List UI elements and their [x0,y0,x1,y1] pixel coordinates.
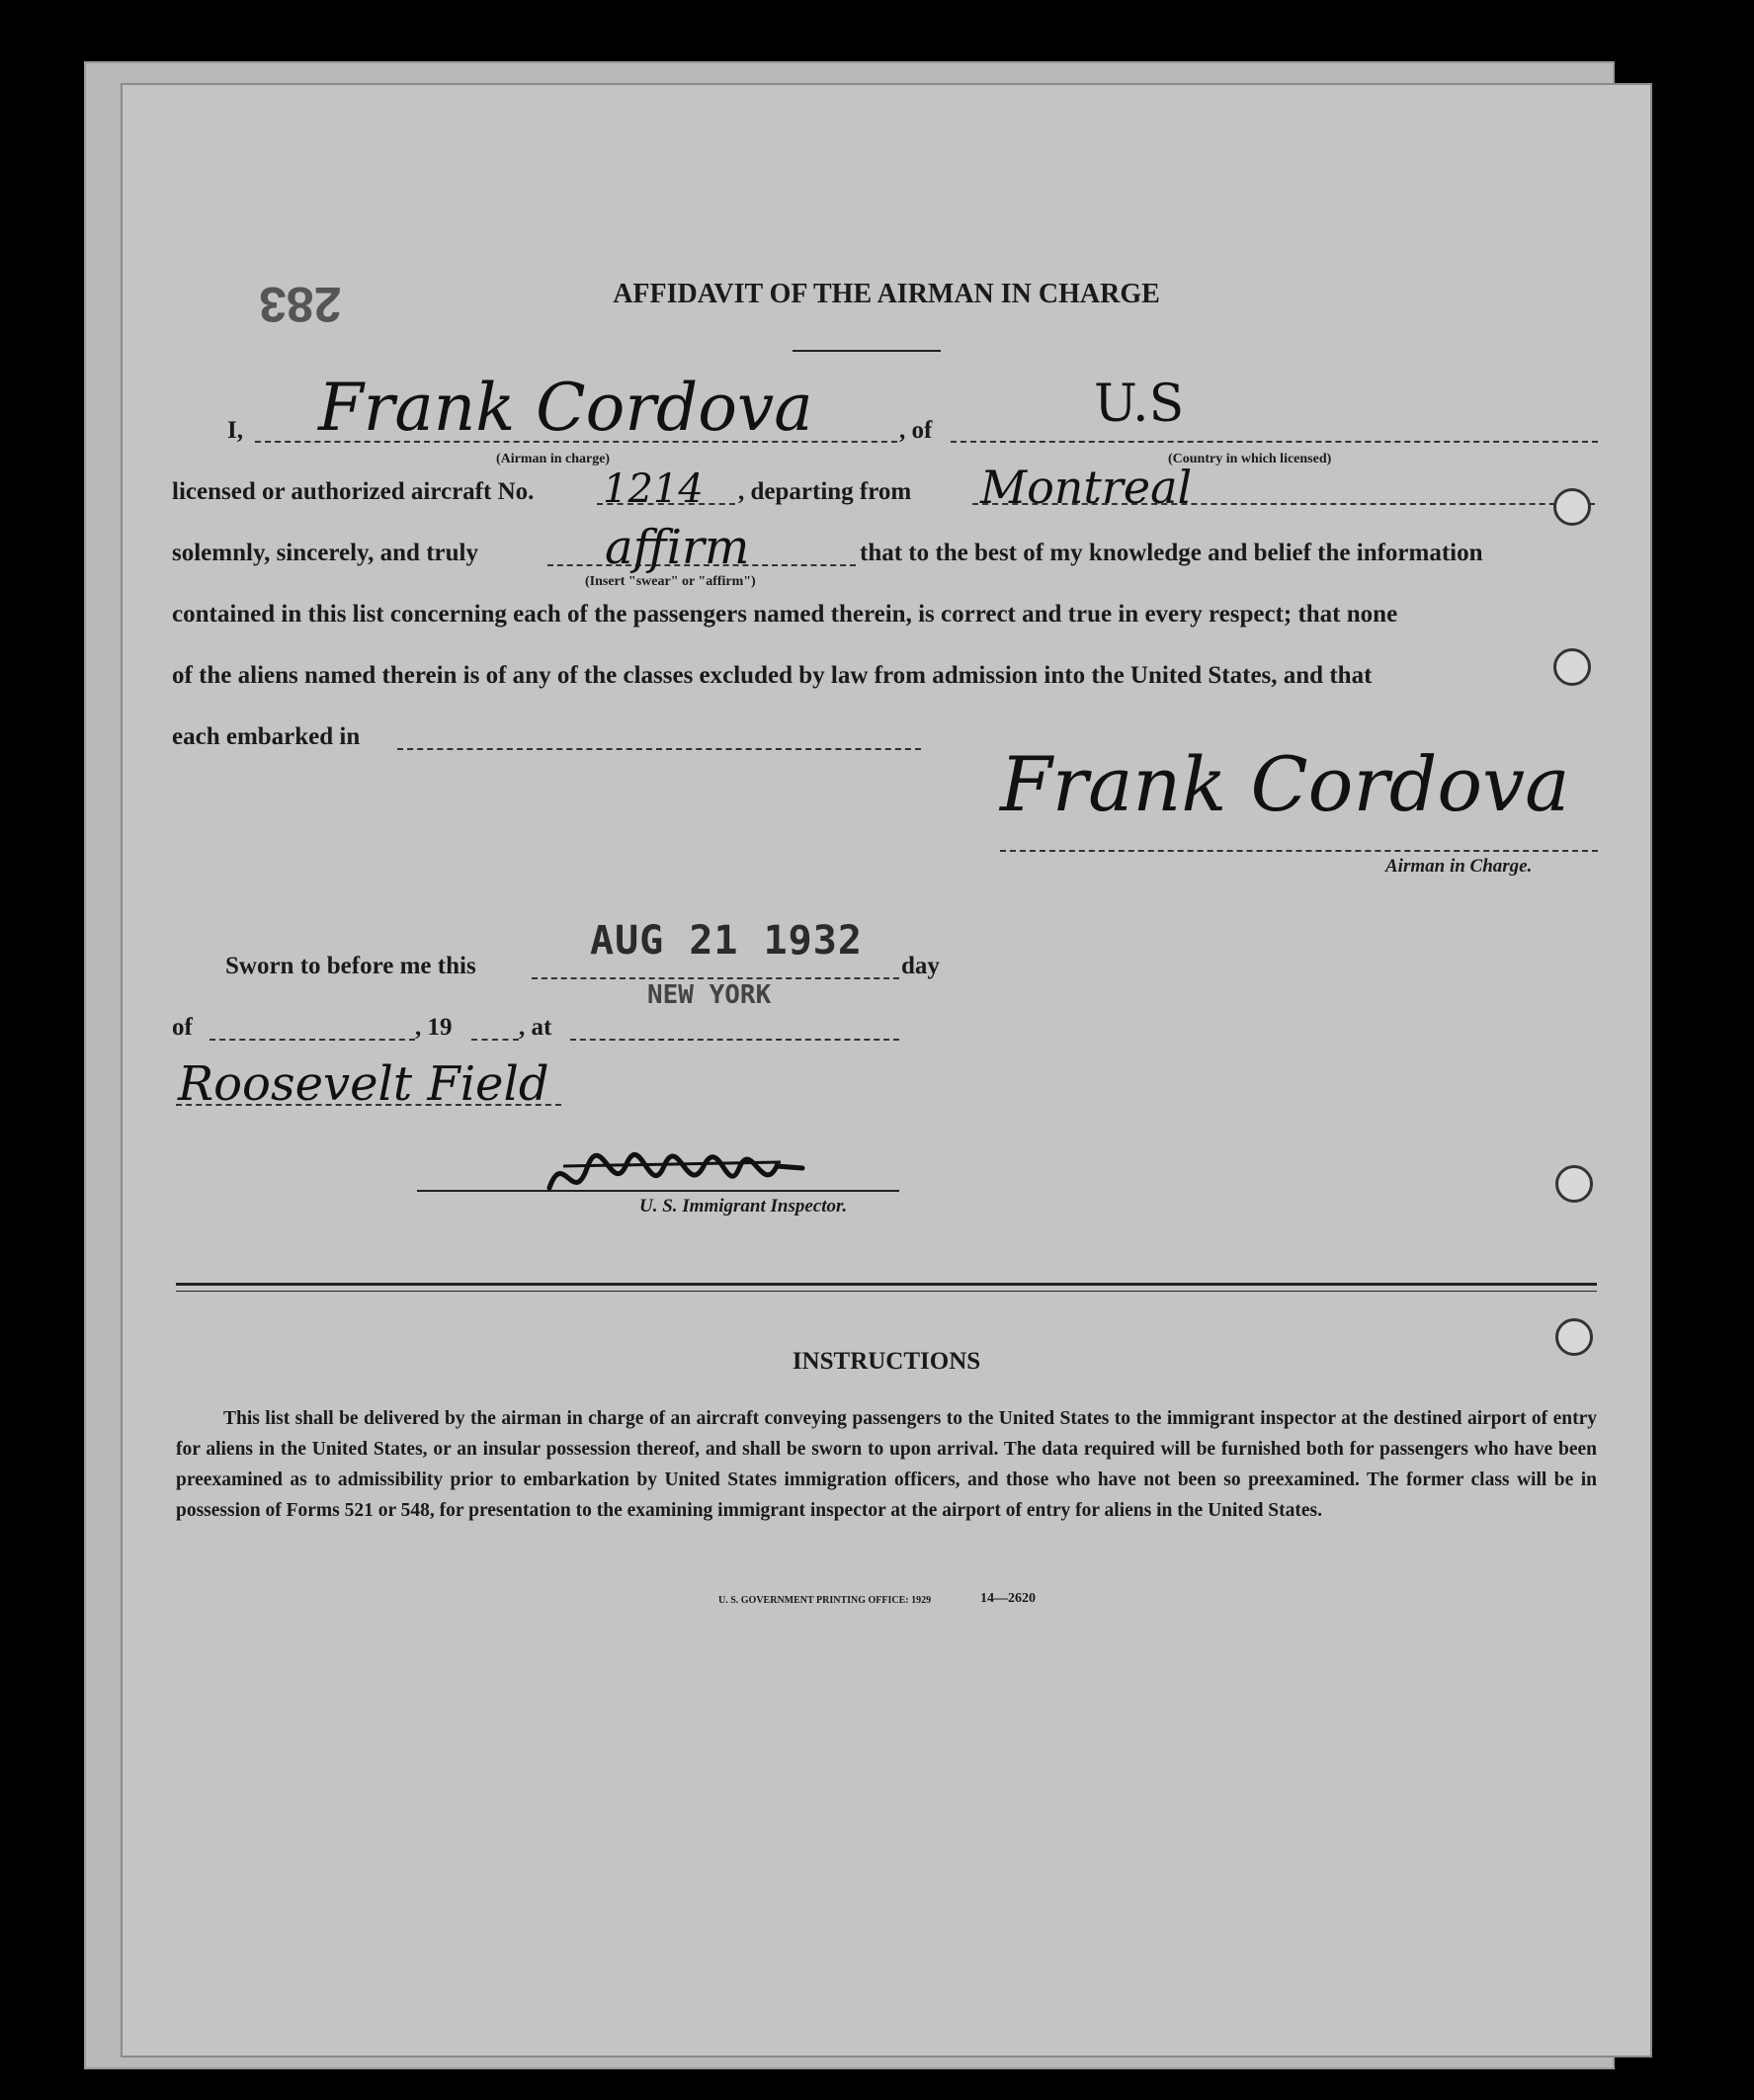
caption-airman: (Airman in charge) [496,452,611,466]
place-stamp: NEW YORK [647,980,772,1010]
affidavit-line-5: of the aliens named therein is of any of the classes excluded by law from admission into the United States, and that [172,662,1373,689]
page-title: AFFIDAVIT OF THE AIRMAN IN CHARGE [613,279,1160,309]
divider-top [176,1283,1597,1286]
inspector-caption: U. S. Immigrant Inspector. [639,1196,848,1217]
departure-handwritten: Montreal [980,461,1193,514]
place-field [570,1039,899,1041]
divider-bottom [176,1291,1597,1292]
that-text: that to the best of my knowledge and belief the information [860,540,1483,566]
form-code: 14—2620 [980,1591,1036,1606]
punch-hole [1553,648,1591,686]
of-month-label: of [172,1014,193,1041]
place-handwritten: Roosevelt Field [178,1056,549,1112]
sworn-date-field [532,977,899,979]
embarked-field [397,748,921,750]
punch-hole [1553,488,1591,526]
instructions-heading: INSTRUCTIONS [792,1348,981,1375]
place-signature-line [176,1104,561,1106]
country-handwritten: U.S [1094,375,1185,434]
signature-caption: Airman in Charge. [1385,856,1533,877]
airman-signature: Frank Cordova [1000,740,1570,828]
month-field [209,1039,415,1041]
affidavit-line-4: contained in this list concerning each of the passengers named therein, is correct and true in every respect; that none [172,601,1398,628]
sworn-label: Sworn to before me this [225,953,476,979]
affidavit-line-6: each embarked in [172,723,361,750]
affidavit-page [121,83,1652,2058]
instructions-body: This list shall be delivered by the airman in charge of an aircraft conveying passengers to the United States to the immigrant inspector at the destined airport of entry for aliens in the United States, or an insular possession thereof, and shall be sworn to upon arrival. The data required will be furnished both for passengers who have been preexamined as to admissibility prior to embarkation by United States immigration officers, and those who have not been so preexamined. The former class will be in possession of Forms 521 or 548, for presentation to the examining immigrant inspector at the airport of entry for aliens in the United States. [176,1408,1597,1521]
at-label: , at [519,1014,552,1041]
date-stamp: AUG 21 1932 [590,918,863,964]
aircraft-number-handwritten: 1214 [603,466,704,512]
year-label: , 19 [415,1014,453,1041]
gpo-imprint: U. S. GOVERNMENT PRINTING OFFICE: 1929 [718,1595,932,1606]
year-field [471,1039,519,1041]
departing-label: , departing from [738,478,912,505]
swear-handwritten: affirm [605,520,750,575]
signature-line [1000,850,1598,852]
prefix-i: I, [227,417,243,444]
day-label: day [901,953,940,979]
of-label: , of [899,417,933,444]
inspector-line [417,1190,899,1192]
title-underline [793,350,941,352]
solemnly-label: solemnly, sincerely, and truly [172,540,478,566]
caption-swear: (Insert "swear" or "affirm") [585,574,756,589]
page-number-stamp: 283 [259,277,342,332]
punch-hole [1555,1165,1593,1203]
country-field [951,441,1598,443]
airman-name-handwritten: Frank Cordova [318,370,813,446]
aircraft-label: licensed or authorized aircraft No. [172,478,535,505]
caption-country: (Country in which licensed) [1168,452,1332,466]
